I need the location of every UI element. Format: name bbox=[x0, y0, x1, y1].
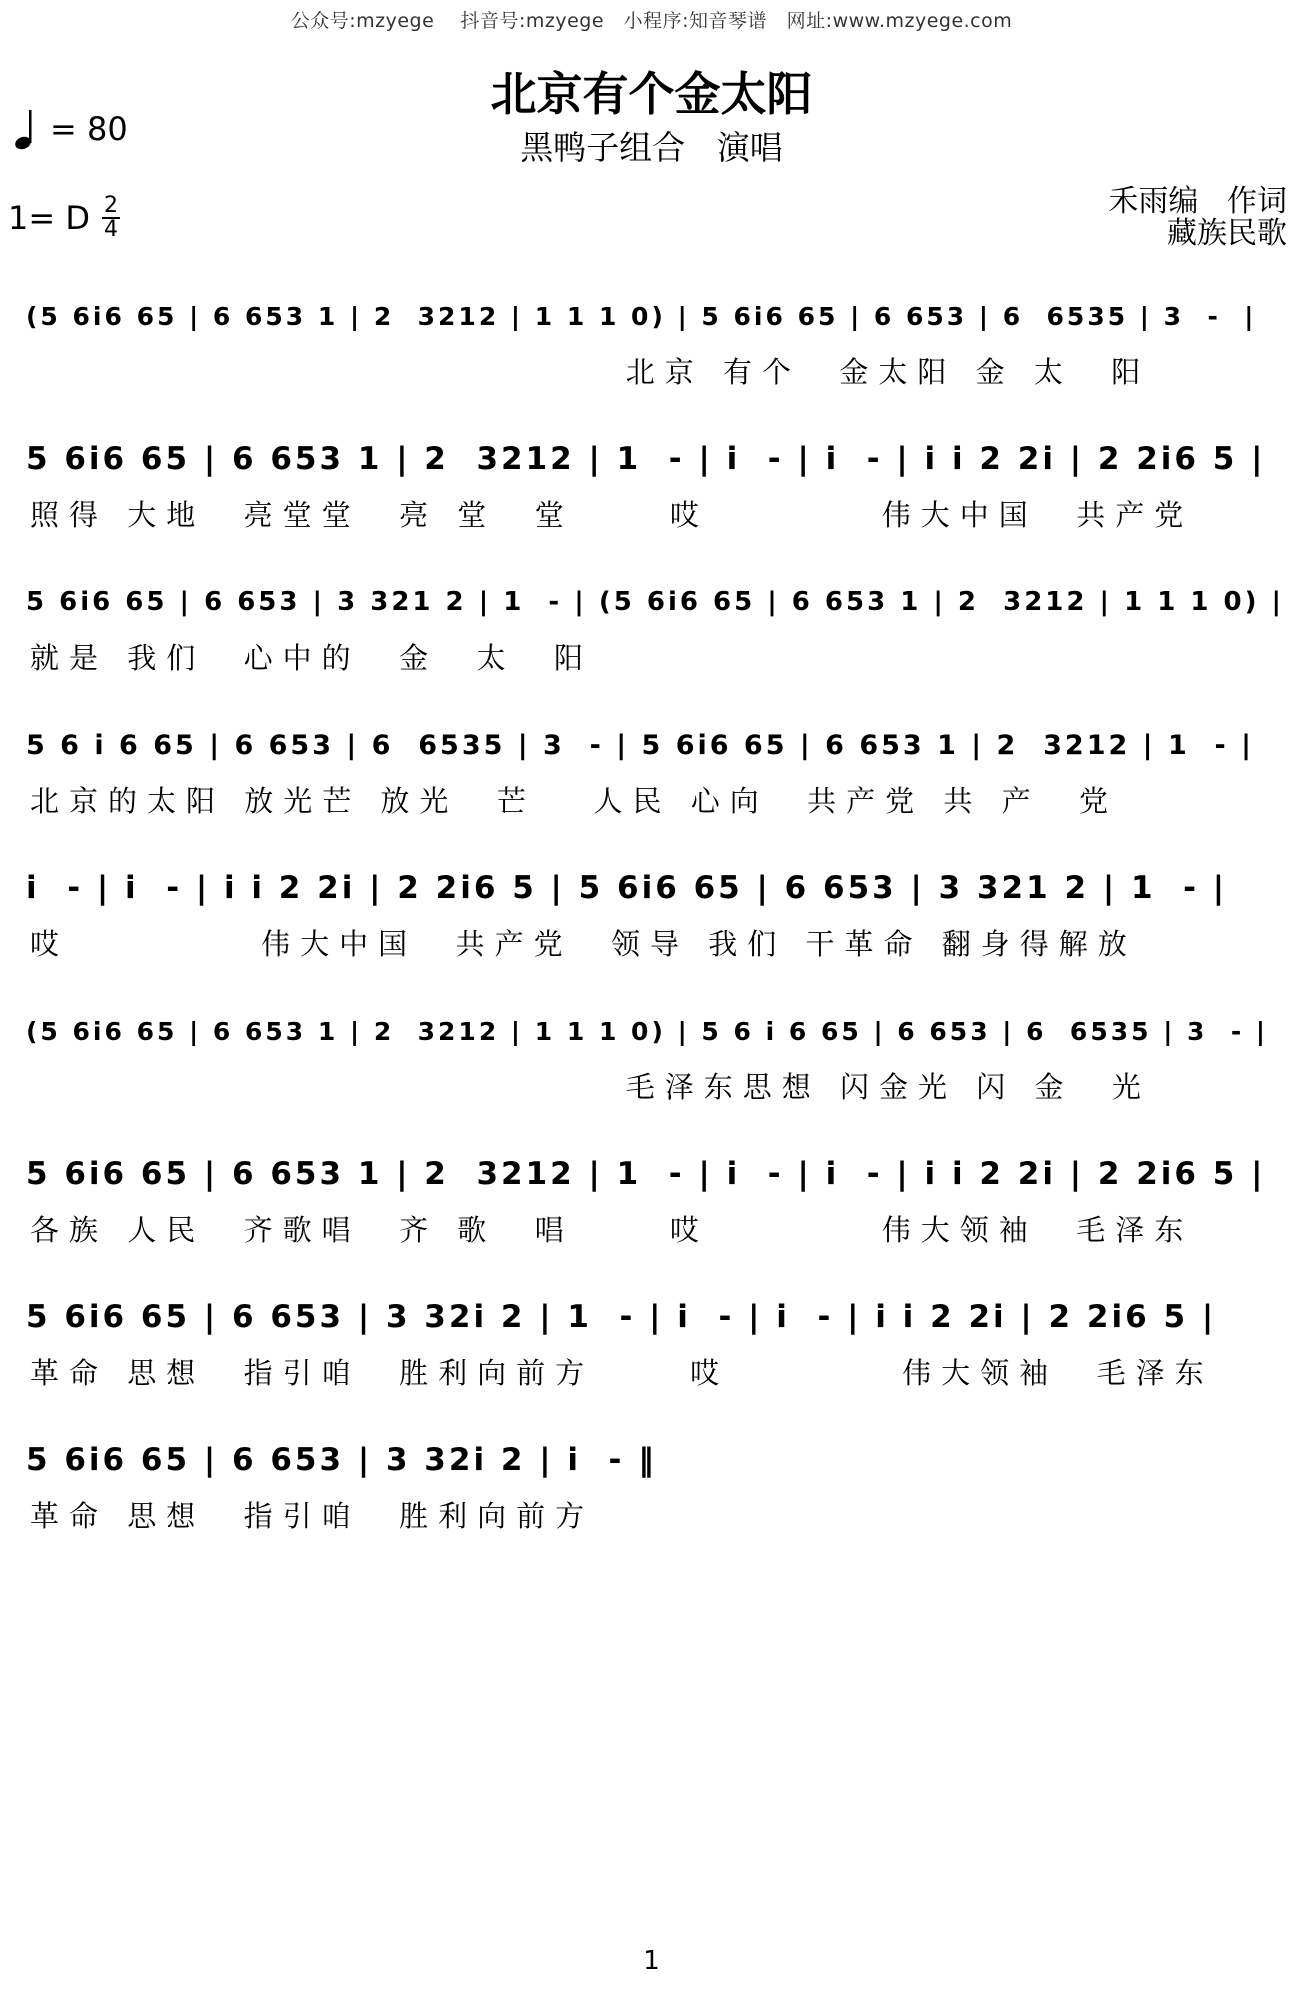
notation-line: (5 6i6 65 | 6 653 1 | 2 3212 | 1 1 1 0) | 5 6i6 65 | 6 653 | 6 6535 | 3 - | bbox=[26, 301, 1257, 331]
tempo-value: = 80 bbox=[50, 110, 128, 148]
lyrics-line: 各族 人民 齐歌唱 齐 歌 唱 哎 伟大领袖 毛泽东 bbox=[30, 1213, 1194, 1247]
song-title: 北京有个金太阳 bbox=[490, 67, 813, 121]
notation-line: 5 6i6 65 | 6 653 1 | 2 3212 | 1 - | i - | i - | i i 2 2i | 2 2i6 5 | bbox=[26, 441, 1266, 477]
lyrics-line: 照得 大地 亮堂堂 亮 堂 堂 哎 伟大中国 共产党 bbox=[30, 498, 1194, 532]
lyrics-line: 革命 思想 指引咱 胜利向前方 bbox=[30, 1499, 595, 1533]
time-signature bbox=[102, 193, 120, 242]
notation-line: 5 6 i 6 65 | 6 653 | 6 6535 | 3 - | 5 6i6 65 | 6 653 1 | 2 3212 | 1 - | bbox=[26, 729, 1254, 761]
tempo-marking bbox=[14, 108, 128, 150]
notation-line: 5 6i6 65 | 6 653 | 3 321 2 | 1 - | (5 6i6 65 | 6 653 1 | 2 3212 | 1 1 1 0) | bbox=[26, 587, 1285, 617]
lyrics-line: 革命 思想 指引咱 胜利向前方 哎 伟大领袖 毛泽东 bbox=[30, 1356, 1214, 1390]
credit-lyricist: 禾雨编 作词 bbox=[1108, 184, 1287, 219]
page-number: 1 bbox=[643, 1946, 660, 1976]
score-system-9 bbox=[0, 1434, 1303, 1544]
lyrics-line: 哎 伟大中国 共产党 领导 我们 干革命 翻身得解放 bbox=[30, 927, 1137, 961]
notation-line: (5 6i6 65 | 6 653 1 | 2 3212 | 1 1 1 0) | 5 6 i 6 65 | 6 653 | 6 6535 | 3 - | bbox=[26, 1016, 1269, 1046]
score-system-3 bbox=[0, 576, 1303, 686]
score-system-1 bbox=[0, 290, 1303, 400]
score-system-4 bbox=[0, 719, 1303, 829]
key-label: 1= D bbox=[8, 199, 90, 237]
score-system-7 bbox=[0, 1148, 1303, 1258]
key-signature bbox=[8, 193, 120, 242]
time-signature-bottom: 4 bbox=[103, 217, 118, 242]
time-signature-top: 2 bbox=[103, 193, 118, 218]
lyrics-line: 毛泽东思想 闪金光 闪 金 光 bbox=[30, 1070, 1151, 1104]
watermark-text: 公众号:mzyege 抖音号:mzyege 小程序:知音琴谱 网址:www.mzyege.com bbox=[290, 10, 1013, 32]
lyrics-line: 就是 我们 心中的 金 太 阳 bbox=[30, 641, 593, 675]
notation-line: 5 6i6 65 | 6 653 1 | 2 3212 | 1 - | i - | i - | i i 2 2i | 2 2i6 5 | bbox=[26, 1156, 1266, 1192]
notation-line: 5 6i6 65 | 6 653 | 3 32i 2 | i - ‖ bbox=[26, 1442, 657, 1478]
quarter-note-icon bbox=[14, 108, 36, 150]
performer-line: 黑鸭子组合 演唱 bbox=[520, 128, 783, 167]
score-system-8 bbox=[0, 1291, 1303, 1401]
notation-line: i - | i - | i i 2 2i | 2 2i6 5 | 5 6i6 65 | 6 653 | 3 321 2 | 1 - | bbox=[26, 870, 1228, 906]
lyrics-line: 北京的太阳 放光芒 放光 芒 人民 心向 共产党 共 产 党 bbox=[30, 784, 1119, 818]
credit-composer: 藏族民歌 bbox=[1167, 216, 1287, 251]
lyrics-line: 北京 有个 金太阳 金 太 阳 bbox=[30, 355, 1151, 389]
score-system-2 bbox=[0, 433, 1303, 543]
score-system-5 bbox=[0, 862, 1303, 972]
notation-line: 5 6i6 65 | 6 653 | 3 32i 2 | 1 - | i - | i - | i i 2 2i | 2 2i6 5 | bbox=[26, 1299, 1217, 1335]
score-system-6 bbox=[0, 1005, 1303, 1115]
